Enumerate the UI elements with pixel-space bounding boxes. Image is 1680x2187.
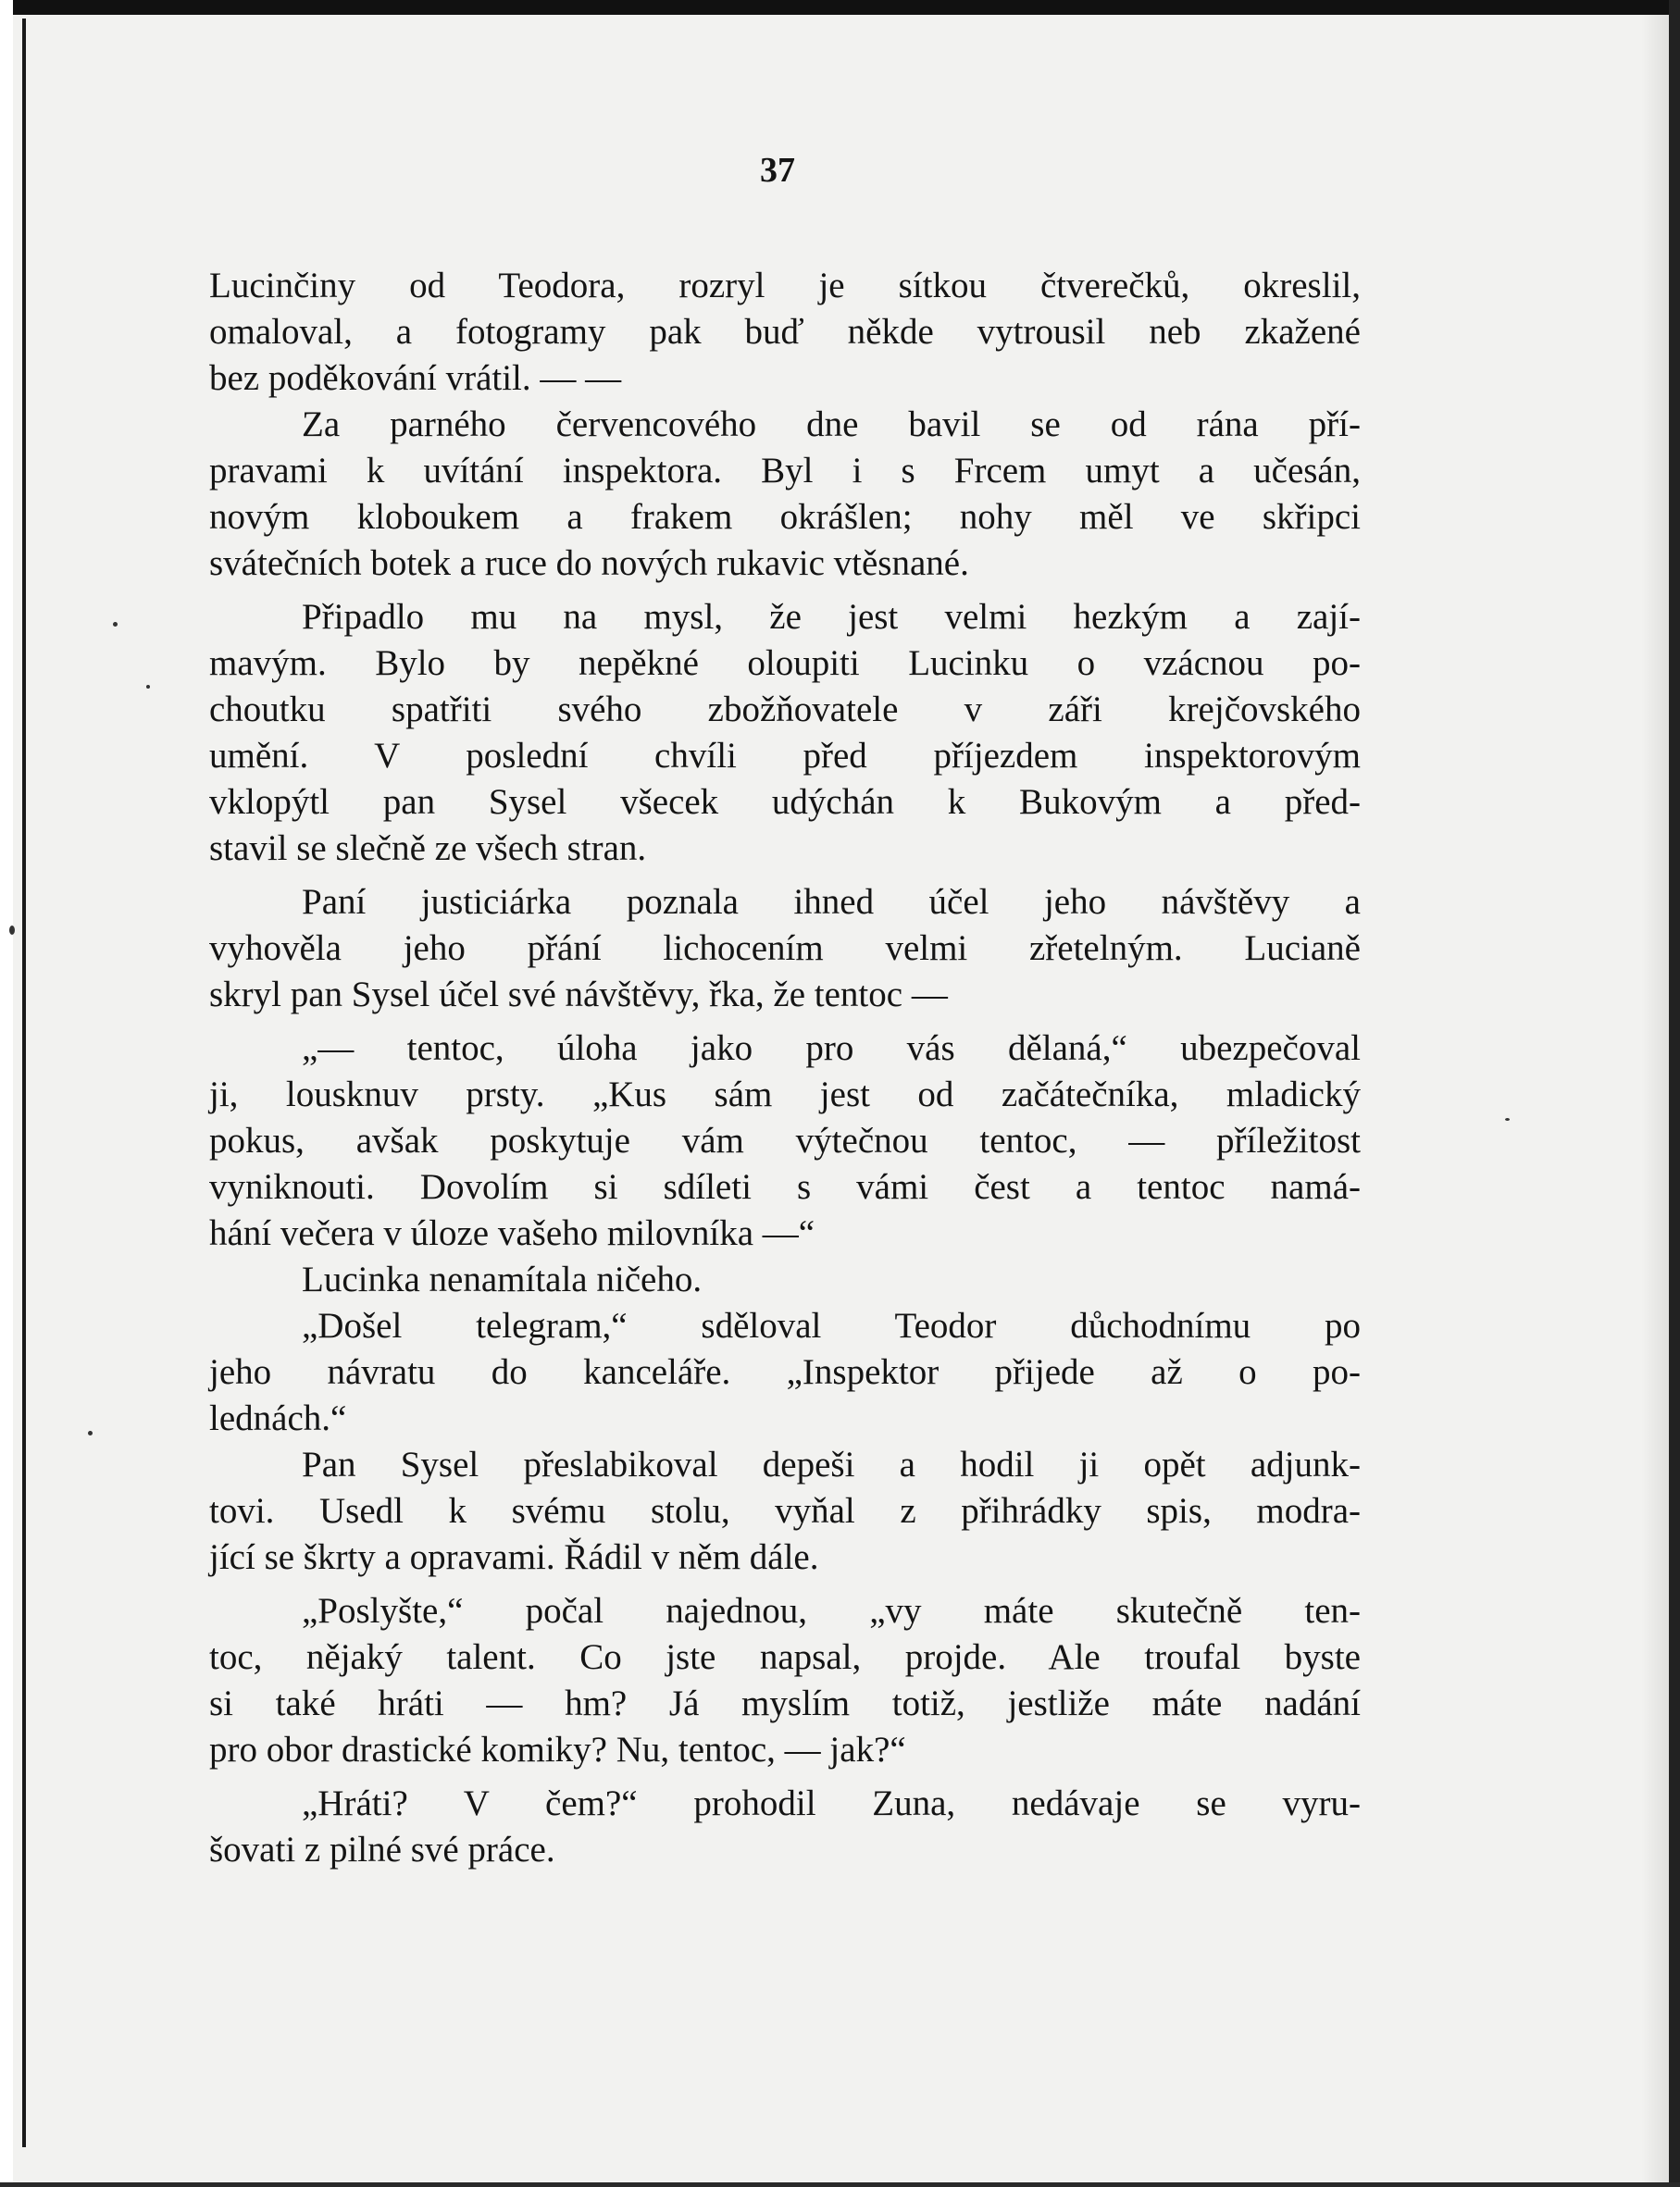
scan-binding-line [22, 19, 26, 2147]
text-line: „Došel telegram,“ sděloval Teodor důchodnímu po [302, 1306, 1361, 1346]
text-line: Lucinka nenamítala ničeho. [302, 1260, 703, 1299]
scan-right-shadow [1641, 15, 1669, 2187]
text-line: pro obor drastické komiky? Nu, tentoc, — jak?“ [209, 1730, 906, 1770]
text-line: „Poslyšte,“ počal najednou, „vy máte skutečně ten- [302, 1591, 1361, 1631]
body-text [209, 263, 1361, 1873]
ink-speck [9, 926, 15, 935]
text-line: jeho návratu do kanceláře. „Inspektor přijede až o po- [209, 1352, 1361, 1392]
text-line: vklopýtl pan Sysel všecek udýchán k Bukovým a před- [209, 782, 1361, 822]
page-number: 37 [760, 151, 795, 190]
text-line: pokus, avšak poskytuje vám výtečnou tentoc, — příležitost [209, 1121, 1361, 1161]
text-line: hání večera v úloze vašeho milovníka —“ [209, 1213, 815, 1253]
text-line: novým kloboukem a frakem okrášlen; nohy měl ve skřipci [209, 497, 1361, 537]
scan-top-border [0, 0, 1680, 15]
text-line: ji, lousknuv prsty. „Kus sám jest od začátečníka, mladický [209, 1075, 1361, 1114]
text-line: skryl pan Sysel účel své návštěvy, řka, že tentoc — [209, 975, 948, 1014]
text-line: mavým. Bylo by nepěkné oloupiti Lucinku o vzácnou po- [209, 643, 1361, 683]
ink-speck [88, 1431, 93, 1435]
text-line: svátečních botek a ruce do nových rukavic vtěsnané. [209, 543, 969, 583]
ink-speck [113, 622, 118, 627]
text-line: stavil se slečně ze všech stran. [209, 828, 647, 868]
scan-left-margin [0, 0, 13, 2187]
text-line: toc, nějaký talent. Co jste napsal, projde. Ale troufal byste [209, 1637, 1361, 1677]
text-line: Pan Sysel přeslabikoval depeši a hodil ji opět adjunk- [302, 1445, 1361, 1485]
text-line: lednách.“ [209, 1398, 347, 1438]
text-line: bez poděkování vrátil. — — [209, 358, 622, 398]
ink-speck [146, 685, 150, 689]
text-line: omaloval, a fotogramy pak buď někde vytrousil neb zkažené [209, 312, 1361, 352]
text-line: Připadlo mu na mysl, že jest velmi hezkým a zají- [302, 597, 1361, 637]
text-line: choutku spatřiti svého zbožňovatele v záři krejčovského [209, 690, 1361, 729]
text-line: „Hráti? V čem?“ prohodil Zuna, nedávaje se vyru- [302, 1783, 1361, 1823]
text-line: vyniknouti. Dovolím si sdíleti s vámi čest a tentoc namá- [209, 1167, 1361, 1207]
scan-bottom-border [0, 2182, 1680, 2187]
text-line: „— tentoc, úloha jako pro vás dělaná,“ ubezpečoval [302, 1028, 1361, 1068]
text-line: si také hráti — hm? Já myslím totiž, jestliže máte nadání [209, 1684, 1361, 1723]
scan-right-border [1669, 0, 1680, 2187]
text-line: Lucinčiny od Teodora, rozryl je sítkou čtverečků, okreslil, [209, 266, 1361, 305]
ink-speck [1505, 1118, 1510, 1121]
text-line: Paní justiciárka poznala ihned účel jeho návštěvy a [302, 882, 1361, 922]
text-line: tovi. Usedl k svému stolu, vyňal z přihrádky spis, modra- [209, 1491, 1361, 1531]
text-line: vyhověla jeho přání lichocením velmi zřetelným. Lucianě [209, 928, 1361, 968]
text-line: šovati z pilné své práce. [209, 1830, 555, 1870]
text-line: jící se škrty a opravami. Řádil v něm dále. [209, 1537, 819, 1577]
text-line: Za parného červencového dne bavil se od rána pří- [302, 404, 1361, 444]
text-line: umění. V poslední chvíli před příjezdem inspektorovým [209, 736, 1361, 776]
text-line: pravami k uvítání inspektora. Byl i s Frcem umyt a učesán, [209, 451, 1361, 491]
